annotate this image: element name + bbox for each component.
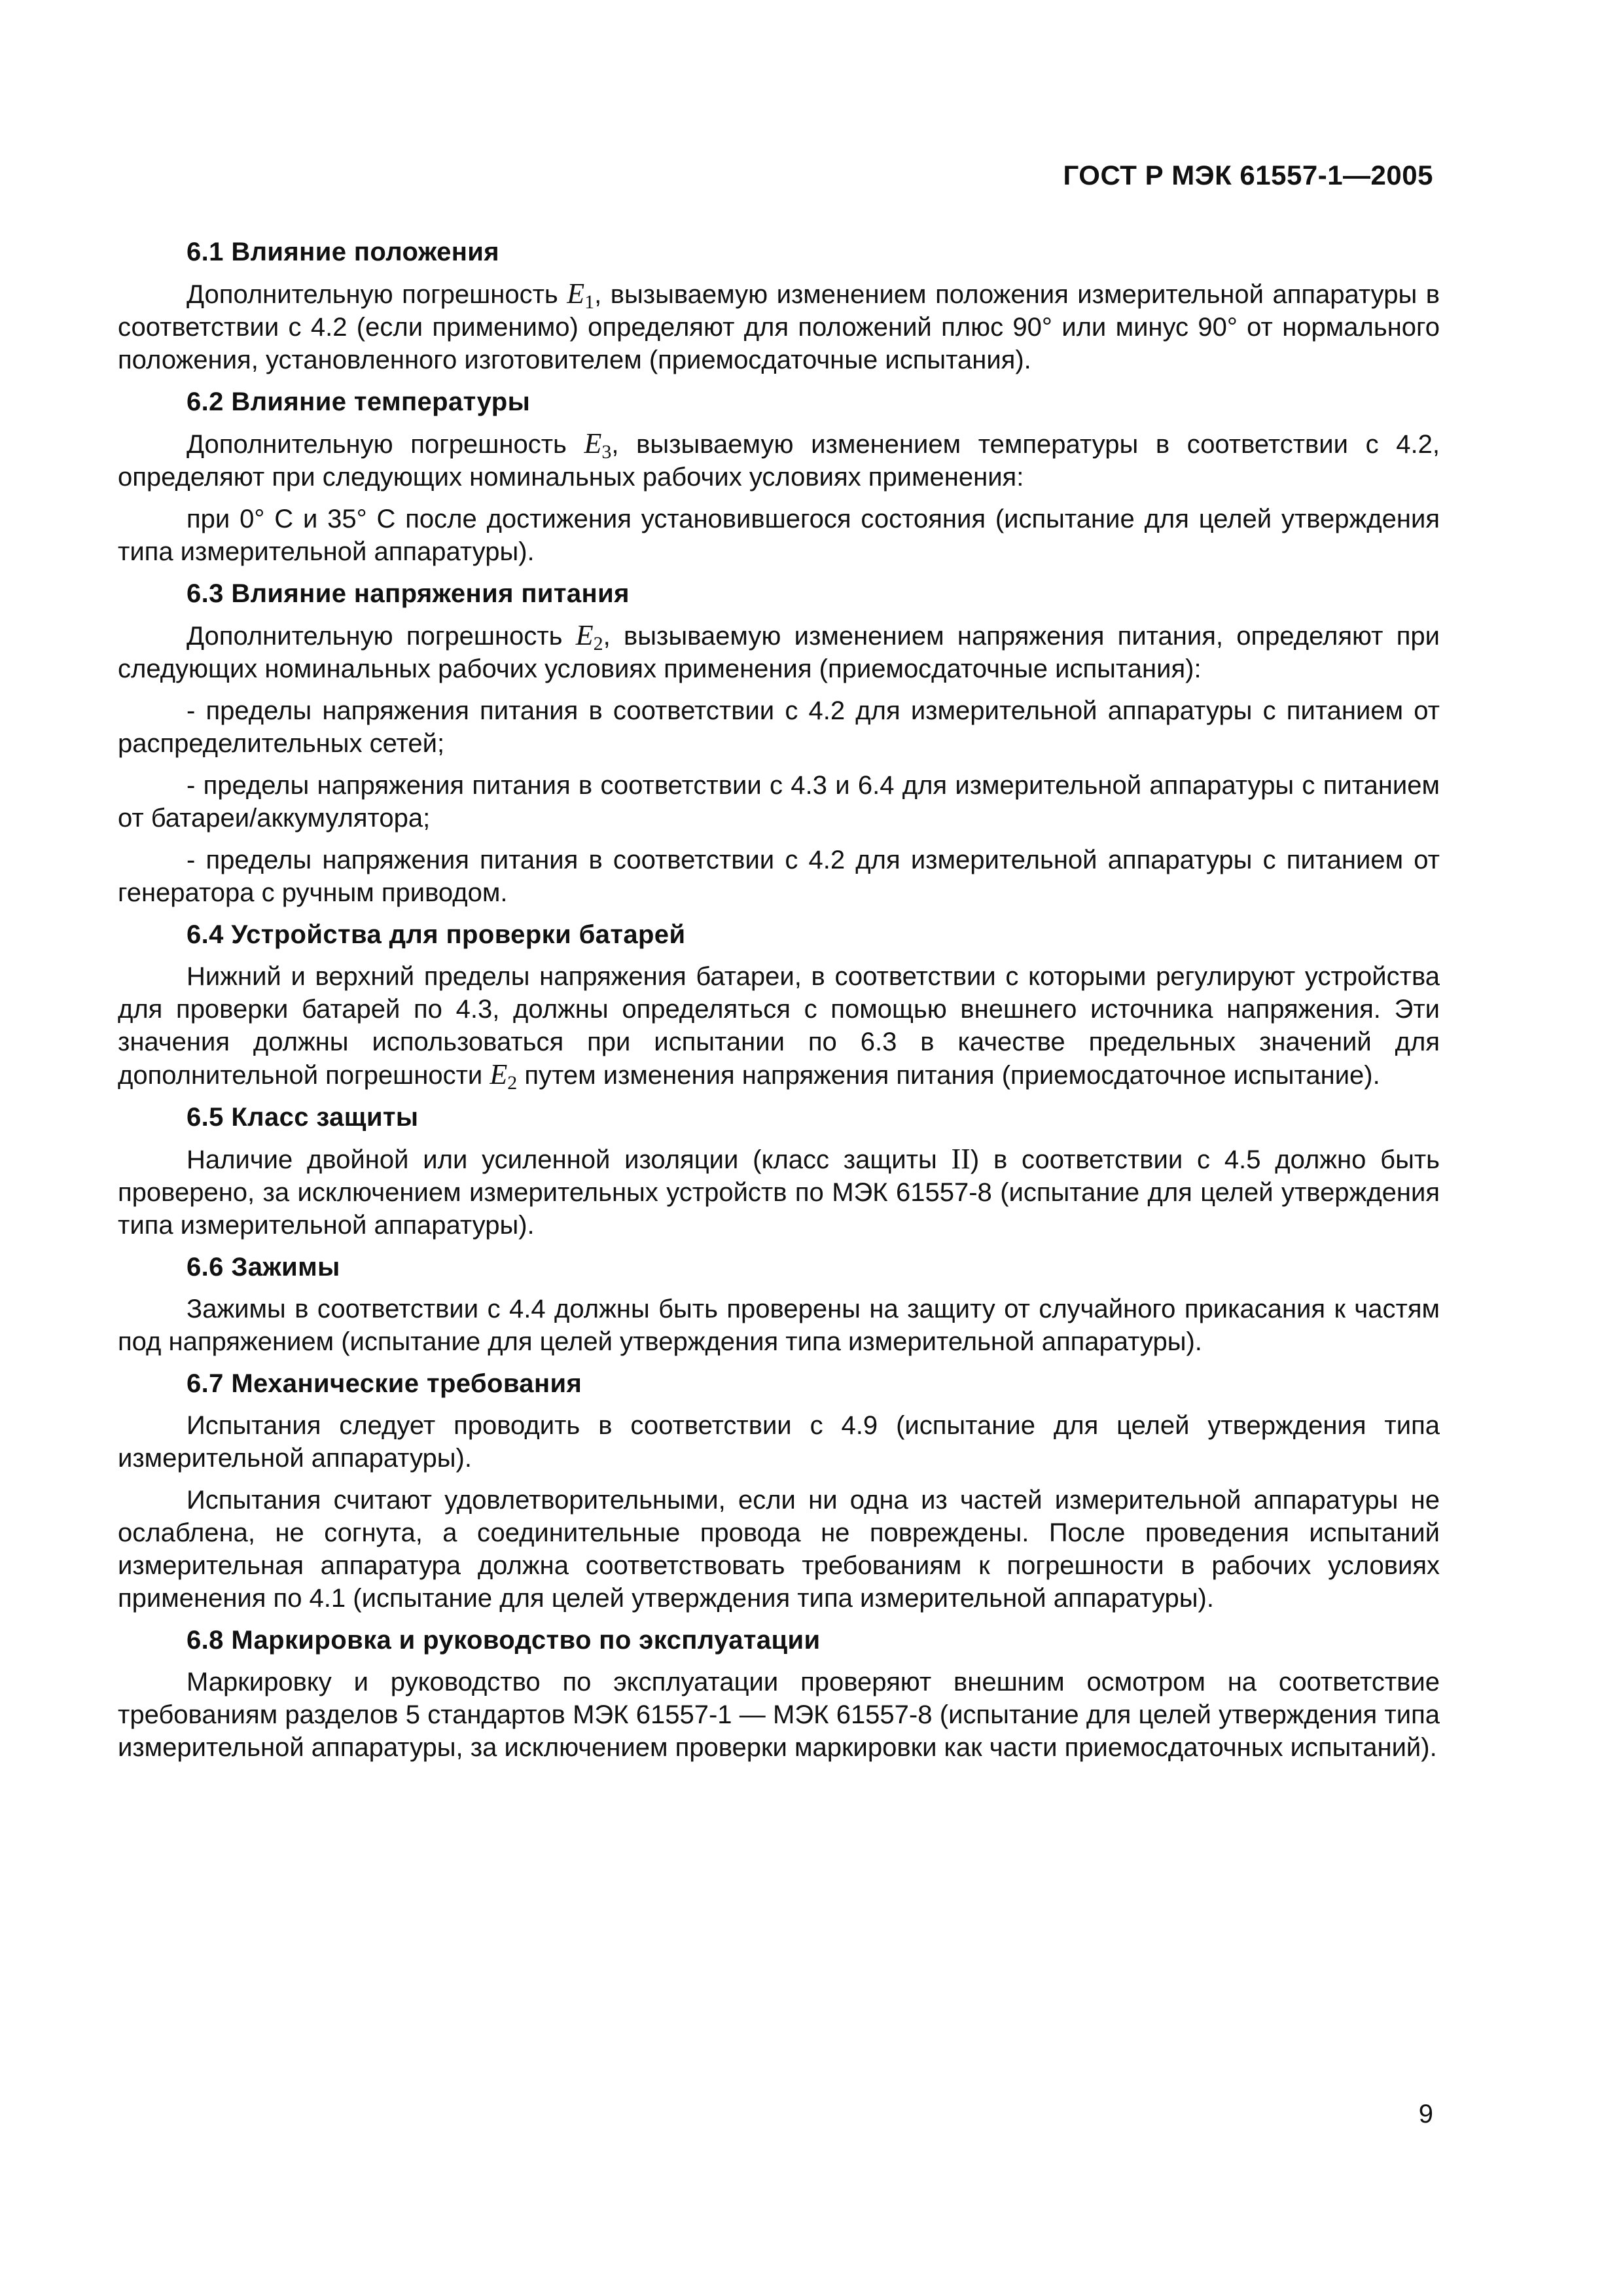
- document-body: [118, 236, 1440, 1773]
- section-title: 6.1 Влияние положения: [187, 238, 500, 266]
- math-symbol: $E_3$: [584, 427, 612, 463]
- page-number: 9: [1418, 2100, 1433, 2128]
- section-6-2: [118, 386, 1440, 568]
- section-title: 6.8 Маркировка и руководство по эксплуатации: [187, 1626, 821, 1655]
- section-6-3: [118, 577, 1440, 909]
- section-title: 6.4 Устройства для проверки батарей: [187, 920, 686, 949]
- roman-numeral: II: [951, 1143, 971, 1175]
- section-6-8: [118, 1624, 1440, 1764]
- section-title: 6.2 Влияние температуры: [187, 387, 531, 416]
- paragraph: Дополнительную погрешность $E_2$, вызываемую изменением напряжения питания, определяют при следующих номинальных рабочих условиях применения (приемосдаточные испытания):: [118, 619, 1440, 683]
- paragraph: при 0° С и 35° С после достижения установившегося состояния (испытание для целей утверждения типа измерительной аппаратуры).: [118, 505, 1440, 566]
- section-title: 6.3 Влияние напряжения питания: [187, 579, 630, 608]
- paragraph: Наличие двойной или усиленной изоляции (класс защиты II) в соответствии с 4.5 должно быть проверено, за исключением измерительных устройств по МЭК 61557-8 (испытание для целей утверждения типа измерительной аппаратуры).: [118, 1143, 1440, 1240]
- section-6-5: [118, 1101, 1440, 1242]
- section-6-1: [118, 236, 1440, 376]
- section-6-6: [118, 1251, 1440, 1358]
- paragraph: Маркировку и руководство по эксплуатации проверяют внешним осмотром на соответствие требованиям разделов 5 стандартов МЭК 61557-1 — МЭК 61557-8 (испытание для целей утверждения типа измерительной аппаратуры, за исключением проверки маркировки как части приемосдаточных испытаний).: [118, 1668, 1440, 1762]
- math-symbol: $E_2$: [575, 619, 603, 655]
- section-title: 6.5 Класс защиты: [187, 1103, 419, 1132]
- section-title: 6.7 Механические требования: [187, 1369, 582, 1398]
- paragraph: Нижний и верхний пределы напряжения батареи, в соответствии с которыми регулируют устройства для проверки батарей по 4.3, должны определяться с помощью внешнего источника напряжения. Эти значения должны использоваться при испытании по 6.3 в качестве предельных значений для дополнительной погрешности $E_2$ путем изменения напряжения питания (приемосдаточное испытание).: [118, 962, 1440, 1094]
- math-symbol: $E_2$: [490, 1058, 518, 1094]
- list-item: - пределы напряжения питания в соответствии с 4.3 и 6.4 для измерительной аппаратуры с питанием от батареи/аккумулятора;: [118, 771, 1440, 833]
- section-6-4: [118, 918, 1440, 1092]
- paragraph: Зажимы в соответствии с 4.4 должны быть проверены на защиту от случайного прикасания к частям под напряжением (испытание для целей утверждения типа измерительной аппаратуры).: [118, 1295, 1440, 1356]
- document-header-code: ГОСТ Р МЭК 61557-1—2005: [1063, 160, 1433, 190]
- section-title: 6.6 Зажимы: [187, 1253, 340, 1282]
- paragraph: Испытания следует проводить в соответствии с 4.9 (испытание для целей утверждения типа измерительной аппаратуры).: [118, 1411, 1440, 1473]
- paragraph: Дополнительную погрешность $E_1$, вызываемую изменением положения измерительной аппаратуры в соответствии с 4.2 (если применимо) определяют для положений плюс 90° или минус 90° от нормального положения, установленного изготовителем (приемосдаточные испытания).: [118, 278, 1440, 374]
- list-item: - пределы напряжения питания в соответствии с 4.2 для измерительной аппаратуры с питанием от генератора с ручным приводом.: [118, 846, 1440, 907]
- paragraph: Испытания считают удовлетворительными, если ни одна из частей измерительной аппаратуры не ослаблена, не согнута, а соединительные провода не повреждены. После проведения испытаний измерительная аппаратура должна соответствовать требованиям к погрешности в рабочих условиях применения по 4.1 (испытание для целей утверждения типа измерительной аппаратуры).: [118, 1486, 1440, 1613]
- section-6-7: [118, 1367, 1440, 1615]
- paragraph: Дополнительную погрешность $E_3$, вызываемую изменением температуры в соответствии с 4.2, определяют при следующих номинальных рабочих условиях применения:: [118, 427, 1440, 492]
- math-symbol: $E_1$: [567, 278, 595, 313]
- list-item: - пределы напряжения питания в соответствии с 4.2 для измерительной аппаратуры с питанием от распределительных сетей;: [118, 696, 1440, 758]
